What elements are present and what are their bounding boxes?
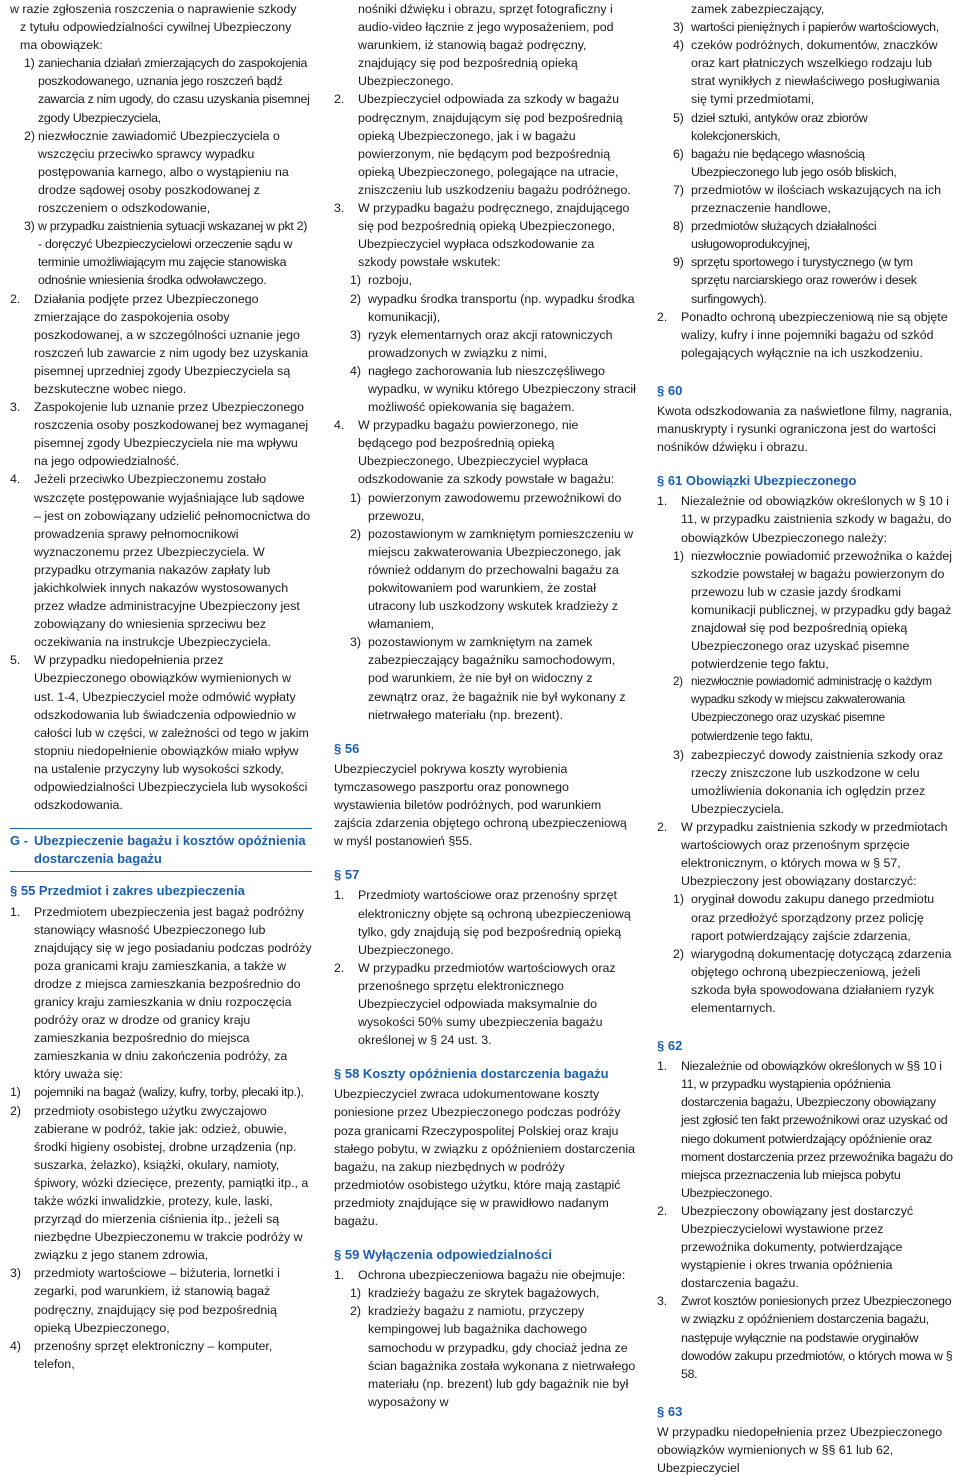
section-61-heading: § 61 Obowiązki Ubezpieczonego: [657, 473, 857, 489]
list-item: 2) kradzieży bagażu z namiotu, przyczepy kempingowej lub bagażnika dachowego samochodu w przypadku, gdy chociaż jedna ze ścian bagażnika została wykonana z nietrwałego materiału (np. brezent) lub gdy bagażnik nie był wyposażony w: [350, 1304, 636, 1409]
list-item: 1) oryginał dowodu zakupu danego przedmiotu oraz przedłożyć sporządzony przez policję raport potwierdzający zajście zdarzenia,: [673, 892, 935, 943]
paragraph: 5. W przypadku niedopełnienia przez Ubezpieczonego obowiązków wymienionych w ust. 1-4, Ubezpieczyciel może odmówić wypłaty odszkodowania lub świadczenia odpowiednio w całości lub w części, w zależności od tego w jakim stopniu niedopełnienie obowiązków miało wpływ na ustalenie przyczyny lub wysokości szkody, odpowiedzialności Ubezpieczyciela lub wysokości odszkodowania.: [10, 653, 309, 813]
list-item: 1) kradzieży bagażu ze skrytek bagażowych,: [350, 1286, 600, 1301]
paragraph: 2. Ubezpieczyciel odpowiada za szkody w bagażu podręcznym, znajdującym się pod bezpośrednią opieką Ubezpieczonego, jak i w bagażu powierzonym, nie będącym pod bezpośrednią opieką Ubezpieczonego, polegające na utracie, zniszczeniu lub uszkodzeniu bagażu podróżnego.: [334, 92, 631, 197]
list-item: 1) rozboju,: [350, 273, 413, 288]
continued-text: nośniki dźwięku i obrazu, sprzęt fotograficzny i audio-video łącznie z jego wyposażeniem, pod warunkiem, iż stanowią bagaż podręczny, znajdujący się pod bezpośrednią opieką Ubezpieczonego.: [358, 2, 614, 89]
list-item: 7) przedmiotów w ilościach wskazujących na ich przeznaczenie handlowe,: [673, 182, 941, 216]
section-57-heading: § 57: [334, 867, 360, 883]
list-item: 2) wiarygodną dokumentację dotyczącą zdarzenia objętego ochroną ubezpieczeniową, jeżeli szkoda była spowodowana działaniem ryzyk elementarnych.: [673, 946, 952, 1015]
paragraph: 1. Niezależnie od obowiązków określonych w §§ 10 i 11, w przypadku wystąpienia opóźnienia dostarczenia bagażu, Ubezpieczony obowiązany jest zgłosić ten fakt przewoźnikowi oraz uzyskać od niego dokument potwierdzający opóźnienie oraz moment dostarczenia przez przewoźnika bagażu do miejsca przeznaczenia lub miejsca pobytu Ubezpieczonego.: [657, 1059, 953, 1200]
section-58-heading: § 58 Koszty opóźnienia dostarczenia bagażu: [334, 1066, 609, 1082]
intro-line: w razie zgłoszenia roszczenia o naprawienie szkody: [10, 2, 297, 16]
paragraph: 2. W przypadku przedmiotów wartościowych oraz przenośnego sprzętu elektronicznego Ubezpieczyciel odpowiada maksymalnie do wysokości 50% sumy ubezpieczenia bagażu określonej w § 24 ust. 3.: [334, 960, 616, 1048]
column-2: [334, 0, 636, 1411]
list-item: 2) wypadku środka transportu (np. wypadku środka komunikacji),: [350, 291, 635, 324]
section-g-heading: G - Ubezpieczenie bagażu i kosztów opóźnienia dostarczenia bagażu: [10, 828, 312, 872]
list-item: 3) przedmioty wartościowe – biżuteria, lornetki i zegarki, pod warunkiem, iż stanowią bagaż podręczny, znajdujący się pod bezpośrednią opieką Ubezpieczonego,: [10, 1266, 280, 1335]
paragraph: 1. Przedmiotem ubezpieczenia jest bagaż podróżny stanowiący własność Ubezpieczonego lub znajdujący się w jego posiadaniu podczas podróży poza granicami kraju zamieszkania, a także w drodze z miejsca zamieszkania bezpośrednio do granicy kraju zamieszkania w dniu rozpoczęcia podróży oraz w drodze od granicy kraju zamieszkania bezpośrednio do miejsca zamieszkania w dniu zakończenia podróży, za który uważa się:: [10, 904, 312, 1082]
intro-line: ma obowiązek:: [20, 38, 103, 53]
column-1: [10, 0, 312, 1373]
list-item: 8) przedmiotów służących działalności usługowoprodukcyjnej,: [673, 219, 877, 252]
paragraph: 1. Przedmioty wartościowe oraz przenośny sprzęt elektroniczny objęte są ochroną ubezpieczeniową tylko, gdy znajdują się pod bezpośrednią opieką Ubezpieczonego.: [334, 888, 631, 957]
paragraph: 1. Niezależnie od obowiązków określonych w § 10 i 11, w przypadku zaistnienia szkody w bagażu, do obowiązków Ubezpieczonego należy:: [657, 494, 952, 545]
paragraph: Kwota odszkodowania za naświetlone filmy, nagrania, manuskrypty i rysunki ograniczona jest do wartości nośników dźwięku i obrazu.: [657, 403, 953, 455]
paragraph: 3. Zaspokojenie lub uznanie przez Ubezpieczonego roszczenia osoby poszkodowanej bez wymaganej pisemnej zgody Ubezpieczyciela nie ma wpływu na jego odpowiedzialność.: [10, 400, 309, 469]
paragraph: 2. W przypadku zaistnienia szkody w przedmiotach wartościowych oraz przenośnym sprzęcie elektronicznym, o których mowa w § 57, Ubezpieczony jest obowiązany dostarczyć:: [657, 820, 948, 889]
paragraph: 3. W przypadku bagażu podręcznego, znajdującego się pod bezpośrednią opieką Ubezpieczonego, Ubezpieczyciel wypłaca odszkodowanie za szkody powstałe wskutek:: [334, 201, 630, 270]
list-item: 2) niezwłocznie powiadomić administrację o każdym wypadku szkody w miejscu zakwaterowania Ubezpieczonego oraz uzyskać pisemne potwierdzenie tego faktu,: [673, 675, 932, 743]
paragraph: 2. Ponadto ochroną ubezpieczeniową nie są objęte walizy, kufry i inne pojemniki bagażu od szkód polegających wyłącznie na ich uszkodzeniu.: [657, 309, 948, 360]
list-item: 1) zaniechania działań zmierzających do zaspokojenia poszkodowanego, uznania jego roszczeń bądź zawarcia z nim ugody, do czasu uzyskania pisemnej zgody Ubezpieczyciela,: [24, 56, 310, 125]
section-56-heading: § 56: [334, 740, 360, 756]
list-item: 3) zabezpieczyć dowody zaistnienia szkody oraz rzeczy zniszczone lub uszkodzone w celu umożliwienia dokonania ich oględzin przez Ubezpieczyciela.: [673, 747, 944, 816]
section-63-heading: § 63: [657, 1403, 683, 1419]
paragraph: 4. Jeżeli przeciwko Ubezpieczonemu zostało wszczęte postępowanie wyjaśniające lub sądowe – jest on zobowiązany udzielić pełnomocnictwa do prowadzenia sprawy pełnomocnikowi wyznaczonemu przez Ubezpieczyciela. W przypadku otrzymania nakazów zapłaty lub jakichkolwiek innych nakazów wystosowanych przez władze administracyjne Ubezpieczony jest zobowiązany do wniesienia sprzeciwu bez oczekiwania na instrukcje Ubezpieczyciela.: [10, 472, 311, 650]
section-60-heading: § 60: [657, 382, 683, 398]
paragraph: 4. W przypadku bagażu powierzonego, nie będącego pod bezpośrednią opieką Ubezpieczonego, Ubezpieczyciel wypłaca odszkodowanie za szkody powstałe w bagażu:: [334, 418, 615, 487]
paragraph: Ubezpieczyciel zwraca udokumentowane koszty poniesione przez Ubezpieczonego podczas podróży poza granicami Rzeczypospolitej Polskiej oraz kraju stałego pobytu, w związku z opóźnieniem dostarczenia bagażu, na zakup niezbędnych w podróży przedmiotów osobistego użytku, które mają zastąpić przedmioty znajdujące się w prawidłowo nadanym bagażu.: [334, 1087, 635, 1228]
list-item: 1) pojemniki na bagaż (walizy, kufry, torby, plecaki itp.),: [10, 1085, 304, 1100]
list-item: 1) powierzonym zawodowemu przewoźnikowi do przewozu,: [350, 490, 622, 523]
section-62-heading: § 62: [657, 1038, 683, 1054]
paragraph: Ubezpieczyciel pokrywa koszty wyrobienia tymczasowego paszportu oraz ponownego wystawienia biletów podróżnych, pod warunkiem zajścia zdarzenia objętego ochroną ubezpieczeniową w myśl postanowień §55.: [334, 761, 627, 849]
paragraph: 3. Zwrot kosztów poniesionych przez Ubezpieczonego w związku z opóźnieniem dostarczenia bagażu, następuje wyłącznie na podstawie oryginałów dowodów zakupu przedmiotów, o których mowa w § 58.: [657, 1294, 953, 1381]
paragraph: 2. Ubezpieczony obowiązany jest dostarczyć Ubezpieczycielowi wystawione przez przewoźnika dokumenty, potwierdzające wystąpienie i okres trwania opóźnienia dostarczenia bagażu.: [657, 1203, 914, 1291]
section-55-heading: § 55 Przedmiot i zakres ubezpieczenia: [10, 883, 245, 899]
list-item: 9) sprzętu sportowego i turystycznego (w tym sprzętu narciarskiego oraz rowerów i desek surfingowych).: [673, 255, 917, 306]
list-item: 3) w przypadku zaistnienia sytuacji wskazanej w pkt 2) - doręczyć Ubezpieczycielowi orzeczenie sądu w terminie umożliwiającym mu zajęcie stanowiska odnośnie wniesienia środka odwoławczego.: [24, 219, 308, 288]
list-item: 3) wartości pieniężnych i papierów wartościowych,: [673, 20, 939, 35]
column-3: [657, 0, 954, 1477]
list-item: 4) nagłego zachorowania lub nieszczęśliwego wypadku, w wyniku którego Ubezpieczony stracił możliwość opiekowania się bagażem.: [350, 363, 636, 415]
list-item: 6) bagażu nie będącego własnością Ubezpieczonego lub jego osób bliskich,: [673, 146, 897, 179]
list-item: 1) niezwłocznie powiadomić przewoźnika o każdej szkodzie powstałej w bagażu powierzonym do przewozu lub w czasie jazdy środkami komunikacji publicznej, w przypadku gdy bagaż znajdował się pod bezpośrednią opieką Ubezpieczonego oraz uzyskać pisemne potwierdzenie tego faktu,: [673, 548, 953, 672]
list-item: 5) dzieł sztuki, antyków oraz zbiorów kolekcjonerskich,: [673, 110, 868, 143]
paragraph: W przypadku niedopełnienia przez Ubezpieczonego obowiązków wymienionych w §§ 61 lub 62, Ubezpieczyciel: [657, 1424, 943, 1476]
paragraph: 1. Ochrona ubezpieczeniowa bagażu nie obejmuje:: [334, 1268, 626, 1283]
list-item: 3) pozostawionym w zamkniętym na zamek zabezpieczający bagażniku samochodowym, pod warunkiem, że nie był on widoczny z zewnątrz oraz, że bagażnik nie był wykonany z nietrwałego materiału (np. brezent).: [350, 635, 626, 722]
list-item: 2) pozostawionym w zamkniętym pomieszczeniu w miejscu zakwaterowania Ubezpieczonego, jak również oddanym do przechowalni bagażu za pokwitowaniem pod warunkiem, że został utracony lub uszkodzony wskutek kradzieży z włamaniem,: [350, 526, 634, 632]
list-item: 4) przenośny sprzęt elektroniczny – komputer, telefon,: [10, 1338, 273, 1371]
paragraph: 2. Działania podjęte przez Ubezpieczonego zmierzające do zaspokojenia osoby poszkodowanej, a w szczególności uznanie jego roszczeń lub zawarcie z nim ugody bez uzyskania pisemnej uprzedniej zgody Ubezpieczyciela są bezskuteczne wobec niego.: [10, 291, 309, 396]
continued-text: zamek zabezpieczający,: [691, 2, 825, 16]
section-59-heading: § 59 Wyłączenia odpowiedzialności: [334, 1247, 552, 1263]
list-item: 2) przedmioty osobistego użytku zwyczajowo zabierane w podróż, takie jak: odzież, obuwie, środki higieny osobistej, drobne urządzenia (np. suszarka, żelazko), książki, okulary, namioty, śpiwory, wózki dziecięce, prezenty, pamiątki itp., a także wózki inwalidzkie, protezy, kule, laski, przyrząd do mierzenia ciśnienia itp., jeżeli są niezbędne Ubezpieczonemu w trakcie podróży w związku z jego stanem zdrowia,: [10, 1103, 309, 1263]
list-item: 2) niezwłocznie zawiadomić Ubezpieczyciela o wszczęciu przeciwko sprawcy wypadku postępowania karnego, albo o wystąpieniu na drodze sądowej osoby poszkodowanej z roszczeniem o odszkodowanie,: [24, 128, 289, 216]
intro-line: z tytułu odpowiedzialności cywilnej Ubezpieczony: [20, 20, 292, 35]
list-item: 3) ryzyk elementarnych oraz akcji ratowniczych prowadzonych w związku z nimi,: [350, 327, 613, 360]
list-item: 4) czeków podróżnych, dokumentów, znaczków oraz kart płatniczych wszelkiego rodzaju lub strat wynikłych z niewłaściwego posługiwania się tymi przedmiotami,: [673, 38, 940, 107]
